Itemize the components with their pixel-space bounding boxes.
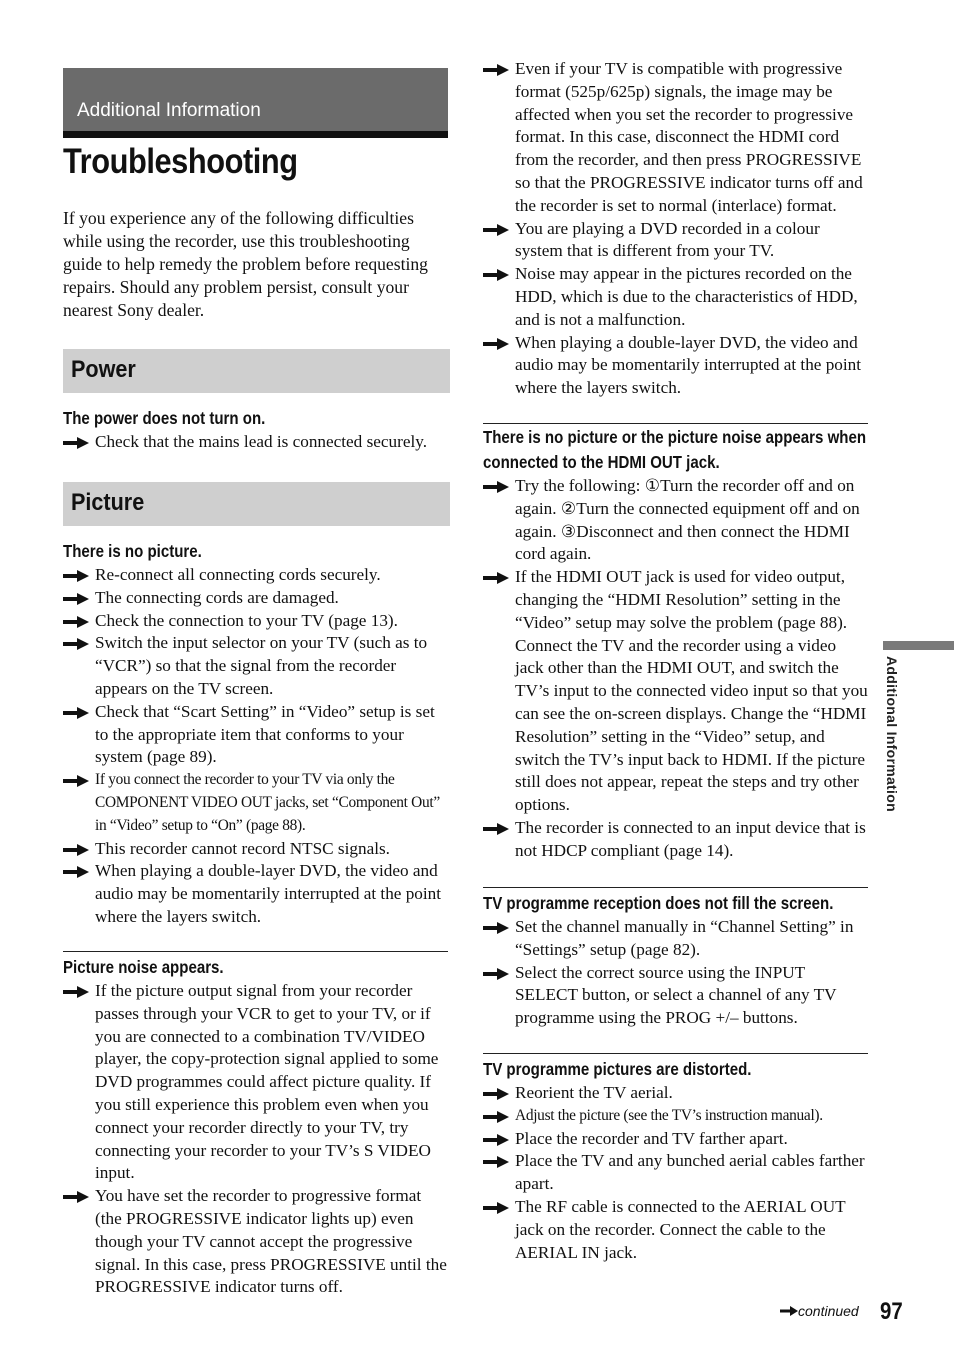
power-heading-band (63, 349, 450, 393)
picture-heading-band (63, 482, 450, 526)
arrow-icon (483, 922, 509, 934)
list-item: Select the correct source using the INPUT SELECT button, or select a channel of any TV programme using the PROG +/– buttons. (483, 962, 868, 1030)
no-picture-block (63, 539, 449, 929)
arrow-icon (483, 64, 509, 76)
arrow-icon (63, 638, 89, 650)
list-item: If the HDMI OUT jack is used for video output, changing the “HDMI Resolution” setting in the “Video” setup may solve the problem (page 88). Connect the TV and the recorder using a video jack other than the HDMI OUT, and switch the TV’s input to the connected video input so that you can see the on-screen displays. Change the “HDMI Resolution” setting in the “Video” setup, and switch the TV’s input back to HDMI. If the picture still does not appear, repeat the steps and try other options. (483, 566, 868, 817)
list-item: The connecting cords are damaged. (63, 587, 449, 610)
page-number: 97 (880, 1298, 903, 1325)
arrow-icon (63, 707, 89, 719)
question-heading: There is no picture or the picture noise appears when connected to the HDMI OUT jack. (483, 427, 867, 472)
list-item: Place the TV and any bunched aerial cables farther apart. (483, 1150, 868, 1196)
list-item: Noise may appear in the pictures recorded on the HDD, which is due to the characteristics of HDD, and is not a malfunction. (483, 263, 869, 331)
question-heading: There is no picture. (63, 541, 202, 561)
list-item: Reorient the TV aerial. (483, 1082, 868, 1105)
list-item: You are playing a DVD recorded in a colour system that is different from your TV. (483, 218, 869, 264)
arrow-icon (63, 844, 89, 856)
list-item: You have set the recorder to progressive format (the PROGRESSIVE indicator lights up) even though your TV cannot accept the progressive signal. In this case, press PROGRESSIVE until the PROGRESSIVE indicator turns off. (63, 1185, 448, 1299)
arrow-icon (483, 1156, 509, 1168)
arrow-icon (483, 1111, 509, 1123)
arrow-icon (63, 616, 89, 628)
list-item: Re-connect all connecting cords securely. (63, 564, 449, 587)
power-heading: Power (71, 356, 136, 383)
continued-note: continued (780, 1303, 859, 1319)
arrow-icon (483, 1088, 509, 1100)
arrow-icon (63, 775, 89, 787)
list-item: When playing a double-layer DVD, the video and audio may be momentarily interrupted at the point where the layers switch. (63, 860, 449, 928)
arrow-icon (63, 437, 89, 449)
list-item: Even if your TV is compatible with progressive format (525p/625p) signals, the image may be affected when you set the recorder to progressive format. In this case, disconnect the HDMI cord from the recorder, and then press PROGRESSIVE so that the PROGRESSIVE indicator turns off and the recorder is set to normal (interlace) format. (483, 58, 869, 218)
arrow-icon (483, 481, 509, 493)
arrow-icon (483, 1202, 509, 1214)
arrow-icon (63, 1191, 89, 1203)
reception-block (483, 887, 868, 1030)
noise-block (63, 951, 448, 1299)
arrow-icon (483, 968, 509, 980)
distorted-block (483, 1053, 868, 1264)
list-item: When playing a double-layer DVD, the video and audio may be momentarily interrupted at the point where the layers switch. (483, 332, 869, 400)
arrow-icon (483, 823, 509, 835)
list-item: If the picture output signal from your recorder passes through your VCR to get to your TV, or if you are connected to a combination TV/VIDEO player, the copy-protection signal applied to some DVD programmes could affect picture quality. If you still experience this problem even when you connect your recorder directly to your TV, try connecting your recorder to your TV’s S VIDEO input. (63, 980, 448, 1185)
arrow-icon (483, 572, 509, 584)
section-header-bar (63, 68, 448, 138)
arrow-icon (483, 224, 509, 236)
arrow-icon (483, 338, 509, 350)
list-item: Set the channel manually in “Channel Setting” in “Settings” setup (page 82). (483, 916, 868, 962)
list-item: Switch the input selector on your TV (such as to “VCR”) so that the signal from the recorder appears on the TV screen. (63, 632, 449, 700)
question-heading: TV programme reception does not fill the screen. (483, 893, 834, 913)
question-heading: TV programme pictures are distorted. (483, 1059, 752, 1079)
arrow-icon (63, 570, 89, 582)
list-item: The RF cable is connected to the AERIAL OUT jack on the recorder. Connect the cable to the AERIAL IN jack. (483, 1196, 868, 1264)
section-label: Additional Information (77, 100, 261, 121)
intro-paragraph: If you experience any of the following difficulties while using the recorder, use this troubleshooting guide to help remedy the problem before requesting repairs. Should any problem persist, consult your nearest Sony dealer. (63, 208, 428, 320)
picture-heading: Picture (71, 489, 145, 516)
arrow-icon (63, 593, 89, 605)
question-heading: Picture noise appears. (63, 957, 224, 977)
list-item: Try the following: ①Turn the recorder off and on again. ②Turn the connected equipment off and on again. ③Disconnect and then connect the HDMI cord again. (483, 475, 868, 566)
page-title: Troubleshooting (63, 142, 298, 181)
list-item: The recorder is connected to an input device that is not HDCP compliant (page 14). (483, 817, 868, 863)
list-item: Adjust the picture (see the TV’s instruction manual). (483, 1105, 868, 1128)
question-heading: The power does not turn on. (63, 408, 266, 428)
arrow-icon (780, 1306, 798, 1316)
arrow-icon (63, 866, 89, 878)
power-block (63, 406, 449, 454)
hdmi-block (483, 423, 868, 863)
list-item: Check the connection to your TV (page 13). (63, 610, 449, 633)
list-item: Check that the mains lead is connected securely. (63, 431, 449, 454)
arrow-icon (63, 986, 89, 998)
side-tab-label: Additional Information (884, 656, 900, 812)
list-item: If you connect the recorder to your TV via only the COMPONENT VIDEO OUT jacks, set “Component Out” in “Video” setup to “On” (page 88). (63, 769, 449, 837)
arrow-icon (483, 269, 509, 281)
list-item: Place the recorder and TV farther apart. (483, 1128, 868, 1151)
list-item: Check that “Scart Setting” in “Video” setup is set to the appropriate item that conforms to your system (page 89). (63, 701, 449, 769)
side-tab-marker (883, 641, 954, 650)
arrow-icon (483, 1134, 509, 1146)
noise-continued-block (483, 58, 869, 400)
list-item: This recorder cannot record NTSC signals. (63, 838, 449, 861)
